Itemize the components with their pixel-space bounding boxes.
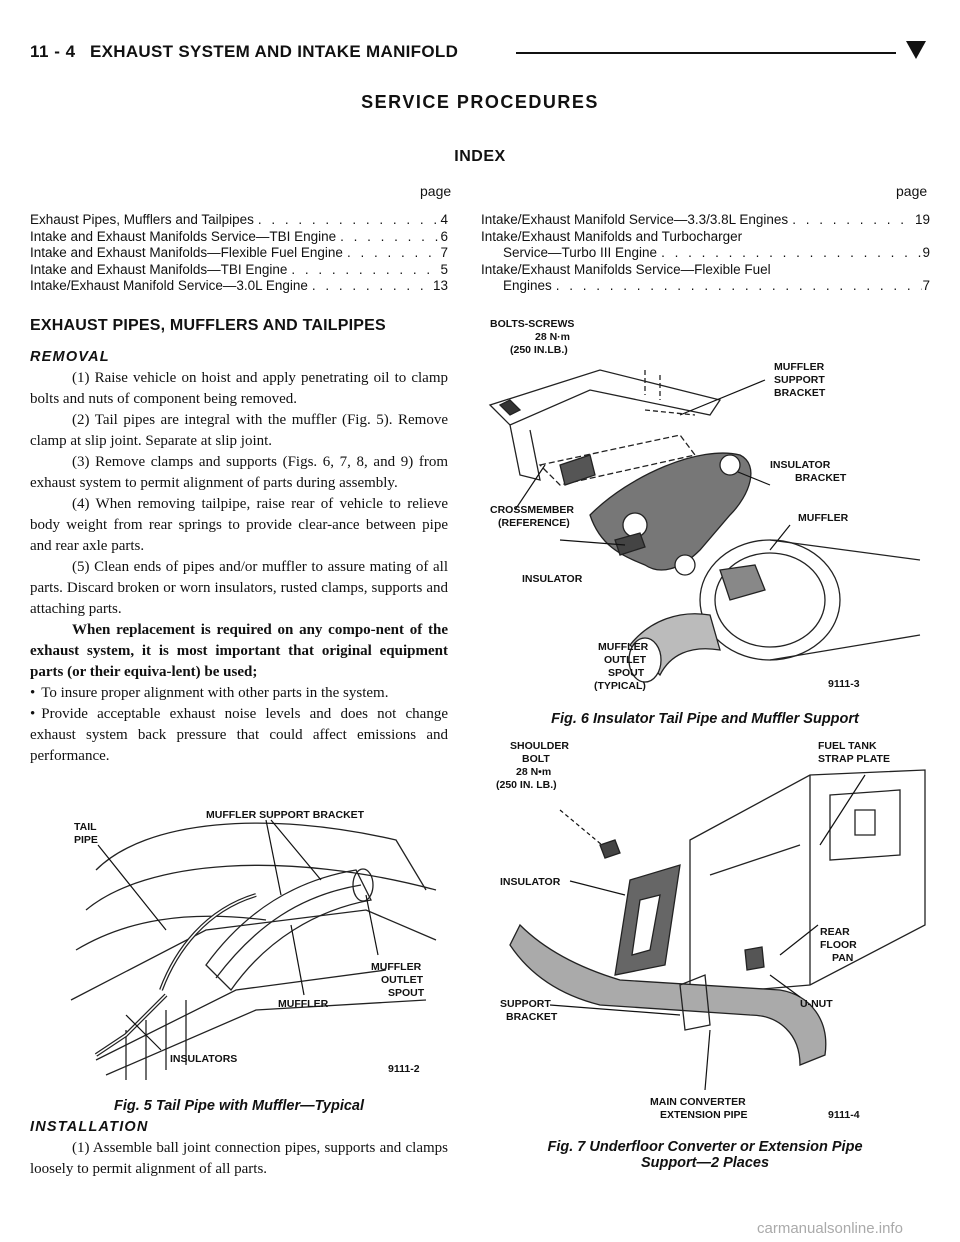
removal-step: (1) Raise vehicle on hoist and apply penetrating oil to clamp bolts and nuts of component being removed.	[30, 370, 448, 407]
index-entry-continued[interactable]: Engines . . . 7	[481, 278, 930, 295]
index-entry[interactable]: Intake and Exhaust Manifolds—TBI Engine . . . 5	[30, 262, 448, 279]
fig6-illustration	[480, 315, 930, 705]
fig5-caption: Fig. 5 Tail Pipe with Muffler—Typical	[113, 1098, 365, 1114]
bullet-icon: •	[30, 685, 36, 701]
fig6-label-msb: MUFFLER	[774, 361, 825, 373]
fig6-label-bolts: 28 N·m	[535, 331, 571, 343]
fig5-label-tail-pipe: PIPE	[74, 834, 98, 846]
fig6-label-crossmember: (REFERENCE)	[498, 517, 570, 529]
page-header	[30, 42, 930, 72]
fig5-label-muffler: MUFFLER	[278, 998, 329, 1010]
index-list-left	[30, 212, 448, 295]
bullet-item: • To insure proper alignment with other parts in the system.	[30, 685, 389, 701]
fig6-label-spout: (TYPICAL)	[594, 680, 646, 692]
index-entry-continued[interactable]: Service—Turbo III Engine . . . 9	[481, 245, 930, 262]
index-list-right	[481, 212, 930, 295]
fig7-label-main-converter: EXTENSION PIPE	[660, 1109, 748, 1121]
fig6-label-insb: INSULATOR	[770, 459, 831, 471]
fig6-label-spout: SPOUT	[608, 667, 645, 679]
fig6-label-insulator: INSULATOR	[522, 573, 583, 585]
fig7-label-fuel-tank: STRAP PLATE	[818, 753, 890, 765]
bullet-item: • Provide acceptable exhaust noise levels and does not change exhaust system back pressure that could affect emissions and performance.	[30, 706, 448, 764]
fig5-label-outlet: MUFFLER	[371, 961, 422, 973]
fig6-label-bolts: BOLTS-SCREWS	[490, 318, 575, 330]
removal-text	[30, 368, 448, 767]
fig7-code: 9111-4	[828, 1109, 860, 1121]
removal-step: (3) Remove clamps and supports (Figs. 6, 7, 8, and 9) from exhaust system to permit alignment of parts during assembly.	[30, 454, 448, 491]
watermark: carmanualsonline.info	[757, 1220, 903, 1237]
fig7-label-rear-floor-pan: REAR	[820, 926, 850, 938]
page-number: 11 - 4	[30, 42, 76, 61]
index-entry[interactable]: Intake/Exhaust Manifold Service—3.0L Engine . . . 13	[30, 278, 448, 295]
fig6-code: 9111-3	[828, 678, 860, 690]
index-title: INDEX	[454, 148, 506, 165]
index-entry[interactable]: Intake and Exhaust Manifolds—Flexible Fuel Engine . . . 7	[30, 245, 448, 262]
fig7-label-support-bracket: SUPPORT	[500, 998, 551, 1010]
installation-step: (1) Assemble ball joint connection pipes, supports and clamps loosely to permit alignment of all parts.	[30, 1140, 448, 1177]
index-entry[interactable]: Intake/Exhaust Manifolds and Turbocharger	[481, 228, 743, 244]
header-rule	[516, 52, 896, 54]
fig7-label-support-bracket: BRACKET	[506, 1011, 558, 1023]
section-heading: EXHAUST PIPES, MUFFLERS AND TAILPIPES	[30, 317, 386, 334]
fig5-label-insulators: INSULATORS	[170, 1053, 238, 1065]
fig6-label-spout: OUTLET	[604, 654, 646, 666]
fig6-label-bolts: (250 IN.LB.)	[510, 344, 568, 356]
bullet-icon: •	[30, 706, 36, 722]
fig6-label-spout: MUFFLER	[598, 641, 649, 653]
fig6-label-muffler: MUFFLER	[798, 512, 849, 524]
index-entry[interactable]: Intake/Exhaust Manifold Service—3.3/3.8L Engines . . . 19	[481, 212, 930, 229]
fig7-illustration	[480, 735, 930, 1135]
page-column-label-right: page	[896, 183, 928, 199]
fig5-label-tail-pipe: TAIL	[74, 821, 97, 833]
fig7-label-u-nut: U-NUT	[800, 998, 833, 1010]
fig6-caption: Fig. 6 Insulator Tail Pipe and Muffler Support	[551, 711, 859, 727]
fig7-label-fuel-tank: FUEL TANK	[818, 740, 877, 752]
section-title: SERVICE PROCEDURES	[361, 92, 599, 112]
triangle-marker-icon	[906, 41, 926, 59]
fig6-label-crossmember: CROSSMEMBER	[490, 504, 575, 516]
fig6-label-msb: BRACKET	[774, 387, 826, 399]
removal-step: (2) Tail pipes are integral with the muffler (Fig. 5). Remove clamp at slip joint. Separate at slip joint.	[30, 412, 448, 449]
fig7-label-main-converter: MAIN CONVERTER	[650, 1096, 746, 1108]
index-entry[interactable]: Exhaust Pipes, Mufflers and Tailpipes . . . 4	[30, 212, 448, 229]
fig7-label-shoulder: (250 IN. LB.)	[496, 779, 557, 791]
fig5-label-bracket: MUFFLER SUPPORT BRACKET	[206, 809, 365, 821]
removal-step: (5) Clean ends of pipes and/or muffler to assure mating of all parts. Discard broken or worn insulators, rusted clamps, supports and attaching parts.	[30, 559, 448, 617]
fig5-illustration	[66, 800, 446, 1085]
fig5-code: 9111-2	[388, 1063, 420, 1075]
page-column-label-left: page	[420, 183, 452, 199]
removal-step: (4) When removing tailpipe, raise rear of vehicle to relieve body weight from rear springs to provide clear-ance between pipe and rear axle parts.	[30, 496, 448, 554]
fig7-label-rear-floor-pan: FLOOR	[820, 939, 857, 951]
index-entry[interactable]: Intake/Exhaust Manifolds Service—Flexible Fuel	[481, 261, 771, 277]
fig6-label-insb: BRACKET	[795, 472, 847, 484]
removal-heading: REMOVAL	[30, 349, 110, 365]
fig6-label-msb: SUPPORT	[774, 374, 825, 386]
fig7-label-shoulder: 28 N•m	[516, 766, 552, 778]
index-entry[interactable]: Intake and Exhaust Manifolds Service—TBI Engine . . . 6	[30, 229, 448, 246]
fig7-label-insulator: INSULATOR	[500, 876, 561, 888]
chapter-title: EXHAUST SYSTEM AND INTAKE MANIFOLD	[90, 42, 459, 61]
fig5-label-outlet: OUTLET	[381, 974, 423, 986]
installation-heading: INSTALLATION	[30, 1119, 149, 1135]
warning-text: When replacement is required on any compo-nent of the exhaust system, it is most important that original equipment parts (or their equiva-lent) be used;	[30, 622, 448, 680]
fig5-label-outlet: SPOUT	[388, 987, 425, 999]
fig7-caption: Fig. 7 Underfloor Converter or Extension Pipe Support—2 Places	[547, 1139, 863, 1171]
fig7-label-shoulder: SHOULDER	[510, 740, 569, 752]
fig7-label-shoulder: BOLT	[522, 753, 550, 765]
fig7-label-rear-floor-pan: PAN	[832, 952, 854, 964]
installation-text	[30, 1138, 448, 1180]
